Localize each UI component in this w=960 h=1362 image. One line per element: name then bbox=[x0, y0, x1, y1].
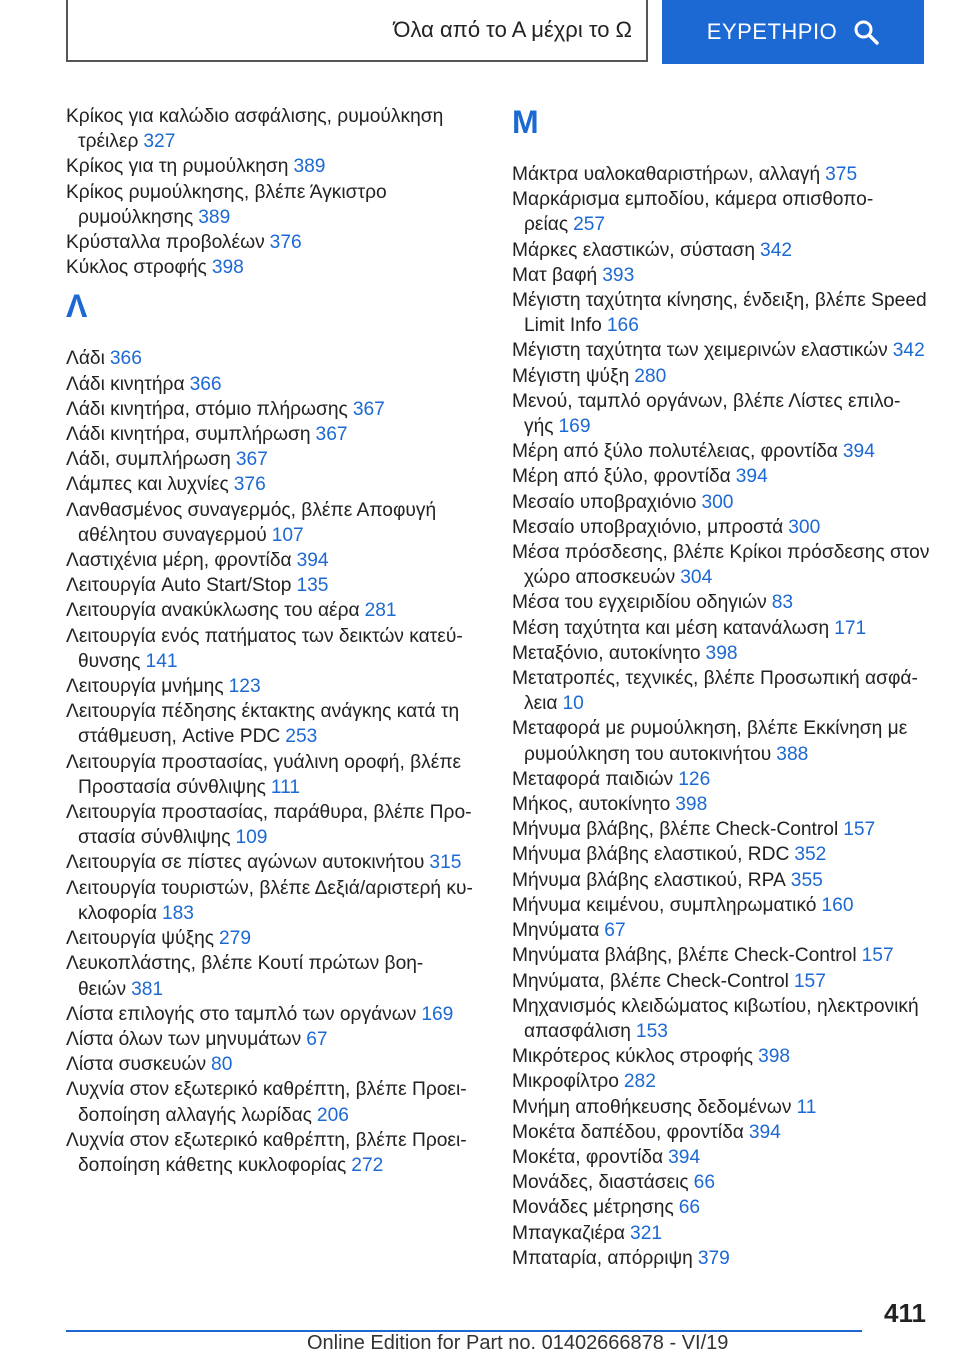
page-number: 411 bbox=[884, 1298, 926, 1328]
index-entry bbox=[512, 842, 932, 867]
page-reference-link[interactable]: 366 bbox=[109, 348, 142, 370]
index-entry-text: Μικρότερος κύκλος στροφής bbox=[512, 1046, 754, 1068]
index-entry-text: Λάδι, συμπλήρωση bbox=[66, 449, 231, 471]
index-entry-text: Λυχνία στον εξωτερικό καθρέπτη, βλέπε Προειδοποίηση κάθετης κυκλοφορίας bbox=[66, 1129, 467, 1176]
index-entry-text: Μέσα του εγχειριδίου οδηγιών bbox=[512, 592, 767, 614]
index-entry-text: Μαρκάρισμα εμποδίου, κάμερα οπισθοπορείας bbox=[512, 189, 874, 236]
index-entry bbox=[512, 893, 932, 918]
page-reference-link[interactable]: 279 bbox=[218, 928, 251, 950]
page-reference-link[interactable]: 398 bbox=[211, 257, 244, 279]
index-entry bbox=[512, 540, 932, 590]
index-entry bbox=[512, 616, 932, 641]
index-entry bbox=[512, 162, 932, 187]
page-reference-link[interactable]: 352 bbox=[794, 844, 827, 866]
index-entry bbox=[512, 943, 932, 968]
index-entry-text: Μήκος, αυτοκίνητο bbox=[512, 794, 671, 816]
index-entry-text: Κρίκος για καλώδιο ασφάλισης, ρυμούλκηση τρέιλερ bbox=[66, 106, 444, 153]
index-entry bbox=[66, 598, 478, 623]
index-entry-text: Λαστιχένια μέρη, φροντίδα bbox=[66, 550, 292, 572]
index-letter-heading: Λ bbox=[66, 288, 88, 325]
index-entry-text: Κύκλος στροφής bbox=[66, 257, 207, 279]
page-reference-link[interactable]: 66 bbox=[693, 1172, 716, 1194]
index-entry-text: Λάδι bbox=[66, 348, 105, 370]
page-reference-link[interactable]: 80 bbox=[211, 1054, 233, 1076]
index-entry-text: Λανθασμένος συναγερμός, βλέπε Αποφυγή αθέλητου συναγερμού bbox=[66, 499, 437, 546]
index-entry bbox=[512, 1095, 932, 1120]
page-reference-link[interactable]: 394 bbox=[296, 550, 329, 572]
page-reference-link[interactable]: 342 bbox=[760, 239, 793, 261]
page-reference-link[interactable]: 253 bbox=[285, 726, 318, 748]
index-entry-text: Μεσαίο υποβραχιόνιο, μπροστά bbox=[512, 516, 784, 538]
index-entry bbox=[512, 666, 932, 716]
index-entry-text: Λειτουργία ψύξης bbox=[66, 928, 214, 950]
page-reference-link[interactable]: 300 bbox=[788, 516, 821, 538]
index-entry bbox=[66, 1002, 478, 1027]
index-column-left bbox=[66, 104, 478, 1178]
page-reference-link[interactable]: 272 bbox=[351, 1154, 384, 1176]
index-entry-text: Λειτουργία σε πίστες αγώνων αυτοκινήτου bbox=[66, 852, 425, 874]
page-reference-link[interactable]: 171 bbox=[834, 617, 867, 639]
page-reference-link[interactable]: 153 bbox=[635, 1020, 668, 1042]
index-entry-text: Μέσα πρόσδεσης, βλέπε Κρίκοι πρόσδεσης στον χώρο αποσκευών bbox=[512, 542, 930, 589]
page-reference-link[interactable]: 11 bbox=[796, 1096, 817, 1118]
index-entry-text: Μέγιστη ψύξη bbox=[512, 365, 630, 387]
index-entry-text: Λίστα συσκευών bbox=[66, 1054, 207, 1076]
index-entry-text: Μηνύματα bbox=[512, 920, 600, 942]
page-reference-link[interactable]: 157 bbox=[861, 945, 894, 967]
index-entry-text: Λίστα όλων των μηνυμάτων bbox=[66, 1028, 302, 1050]
index-entry bbox=[66, 624, 478, 674]
page-reference-link[interactable]: 367 bbox=[315, 424, 348, 446]
index-entry bbox=[512, 187, 932, 237]
index-entry-text: Λειτουργία τουριστών, βλέπε Δεξιά/αριστερή κυκλοφορία bbox=[66, 877, 473, 924]
index-entry bbox=[512, 817, 932, 842]
page-reference-link[interactable]: 166 bbox=[606, 315, 639, 337]
index-entry-text: Μηχανισμός κλειδώματος κιβωτίου, ηλεκτρονική απασφάλιση bbox=[512, 995, 919, 1042]
page-reference-link[interactable]: 282 bbox=[623, 1071, 656, 1093]
page-reference-link[interactable]: 321 bbox=[630, 1222, 663, 1244]
index-entry bbox=[512, 464, 932, 489]
footer-edition: Online Edition for Part no. 01402666878 - VI/19 bbox=[307, 1332, 729, 1354]
index-entry-text: Μεταξόνιο, αυτοκίνητο bbox=[512, 642, 701, 664]
index-entry-text: Μήνυμα κειμένου, συμπληρωματικό bbox=[512, 894, 817, 916]
index-entry-text: Μοκέτα, φροντίδα bbox=[512, 1146, 664, 1168]
index-entry bbox=[512, 364, 932, 389]
index-entry bbox=[66, 255, 478, 280]
page-reference-link[interactable]: 66 bbox=[678, 1197, 701, 1219]
index-entry-text: Μάκτρα υαλοκαθαριστήρων, αλλαγή bbox=[512, 164, 821, 185]
index-entry-text: Κρύσταλλα προβολέων bbox=[66, 232, 265, 254]
tab-index-label: ΕΥΡΕΤΗΡΙΟ bbox=[706, 19, 838, 44]
index-entry-text: Μονάδες μέτρησης bbox=[512, 1197, 674, 1219]
index-entry bbox=[66, 876, 478, 926]
page-reference-link[interactable]: 394 bbox=[842, 441, 875, 463]
index-entry bbox=[66, 699, 478, 749]
index-entry bbox=[512, 1069, 932, 1094]
index-entry bbox=[66, 750, 478, 800]
index-entry bbox=[66, 1128, 478, 1178]
index-entry-text: Μηνύματα βλάβης, βλέπε Check-Control bbox=[512, 945, 857, 967]
index-entry bbox=[512, 716, 932, 766]
index-entry-text: Μπαγκαζιέρα bbox=[512, 1222, 626, 1244]
index-entry-text: Μεταφορά παιδιών bbox=[512, 768, 674, 790]
page-reference-link[interactable]: 157 bbox=[843, 819, 876, 841]
index-entry-text: Λειτουργία ενός πατήματος των δεικτών κατεύθυνσης bbox=[66, 625, 463, 672]
index-entry bbox=[512, 868, 932, 893]
index-entry-text: Μεταφορά με ρυμούλκηση, βλέπε Εκκίνηση με ρυμούλκηση του αυτοκινήτου bbox=[512, 718, 908, 765]
index-entry bbox=[66, 548, 478, 573]
index-entry bbox=[66, 1027, 478, 1052]
index-entry-text: Λάμπες και λυχνίες bbox=[66, 474, 229, 496]
index-entry-text: Μέση ταχύτητα και μέση κατανάλωση bbox=[512, 617, 830, 639]
page-reference-link[interactable]: 398 bbox=[675, 794, 708, 816]
page-reference-link[interactable]: 126 bbox=[678, 768, 711, 790]
page-reference-link[interactable]: 109 bbox=[235, 827, 268, 849]
page-reference-link[interactable]: 388 bbox=[776, 743, 809, 765]
page-reference-link[interactable]: 304 bbox=[680, 567, 713, 589]
index-entry bbox=[66, 397, 478, 422]
index-entry bbox=[66, 674, 478, 699]
index-entry-text: Μονάδες, διαστάσεις bbox=[512, 1172, 689, 1194]
index-entry bbox=[66, 498, 478, 548]
index-entry bbox=[512, 439, 932, 464]
page-reference-link[interactable]: 389 bbox=[293, 156, 326, 178]
index-entry-text: Μήνυμα βλάβης ελαστικού, RDC bbox=[512, 844, 790, 866]
header bbox=[66, 0, 924, 64]
index-entry-text: Κρίκος για τη ρυμούλκηση bbox=[66, 156, 289, 178]
page-reference-link[interactable]: 107 bbox=[271, 524, 304, 546]
page-reference-link[interactable]: 398 bbox=[705, 642, 738, 664]
index-entry bbox=[512, 1145, 932, 1170]
index-entry bbox=[512, 1221, 932, 1246]
page-reference-link[interactable]: 10 bbox=[562, 693, 584, 715]
index-entry bbox=[512, 1170, 932, 1195]
index-entry-text: Λειτουργία πέδησης έκτακτης ανάγκης κατά τη στάθμευση, Active PDC bbox=[66, 701, 460, 748]
index-entry bbox=[66, 104, 478, 154]
page-reference-link[interactable]: 206 bbox=[316, 1104, 349, 1126]
index-entry-text: Κρίκος ρυμούλκησης, βλέπε Άγκιστρο ρυμούλκησης bbox=[66, 181, 387, 228]
index-entry-text: Λειτουργία Auto Start/Stop bbox=[66, 575, 292, 597]
index-entry bbox=[66, 926, 478, 951]
index-entry-text: Μπαταρία, απόρριψη bbox=[512, 1247, 693, 1269]
index-entry-text: Λειτουργία προστασίας, παράθυρα, βλέπε Προστασία σύνθλιψης bbox=[66, 802, 472, 849]
index-entry-text: Μενού, ταμπλό οργάνων, βλέπε Λίστες επιλογής bbox=[512, 390, 901, 438]
page-reference-link[interactable]: 280 bbox=[634, 365, 667, 387]
page-reference-link[interactable]: 160 bbox=[821, 894, 854, 916]
index-entry bbox=[512, 1195, 932, 1220]
tab-index[interactable] bbox=[662, 0, 924, 64]
index-entry-text: Ματ βαφή bbox=[512, 264, 598, 286]
page-reference-link[interactable]: 379 bbox=[697, 1247, 730, 1269]
page-reference-link[interactable]: 366 bbox=[189, 373, 222, 395]
page-reference-link[interactable]: 398 bbox=[758, 1046, 791, 1068]
index-entry bbox=[66, 1052, 478, 1077]
index-entry bbox=[512, 590, 932, 615]
page-reference-link[interactable]: 327 bbox=[143, 131, 176, 153]
index-entry bbox=[512, 263, 932, 288]
page-reference-link[interactable]: 141 bbox=[145, 650, 178, 672]
index-entry-text: Μέγιστη ταχύτητα των χειμερινών ελαστικών bbox=[512, 340, 888, 362]
page-reference-link[interactable]: 376 bbox=[233, 474, 266, 496]
index-entry-text: Λευκοπλάστης, βλέπε Κουτί πρώτων βοηθειών bbox=[66, 953, 424, 1000]
index-entry bbox=[512, 767, 932, 792]
page-reference-link[interactable]: 394 bbox=[748, 1121, 781, 1143]
index-entry bbox=[512, 338, 932, 363]
page-reference-link[interactable]: 123 bbox=[228, 676, 261, 698]
page-reference-link[interactable]: 281 bbox=[364, 600, 397, 622]
index-letter-heading: Μ bbox=[512, 104, 539, 140]
index-entry bbox=[66, 951, 478, 1001]
index-entry-text: Μεσαίο υποβραχιόνιο bbox=[512, 491, 697, 513]
page-reference-link[interactable]: 83 bbox=[771, 592, 794, 614]
search-icon[interactable] bbox=[853, 19, 879, 45]
index-entry bbox=[512, 918, 932, 943]
page-reference-link[interactable]: 381 bbox=[131, 978, 164, 1000]
page-reference-link[interactable]: 183 bbox=[161, 902, 194, 924]
index-column-right bbox=[512, 104, 932, 1271]
index-entry-text: Λάδι κινητήρα, στόμιο πλήρωσης bbox=[66, 398, 348, 420]
index-entry bbox=[512, 490, 932, 515]
page-reference-link[interactable]: 376 bbox=[269, 232, 302, 254]
page-reference-link[interactable]: 67 bbox=[306, 1028, 328, 1050]
page-reference-link[interactable]: 394 bbox=[735, 466, 768, 488]
index-entry bbox=[66, 180, 478, 230]
index-entry-text: Μήνυμα βλάβης ελαστικού, RPA bbox=[512, 869, 786, 891]
index-entry bbox=[66, 800, 478, 850]
page-reference-link[interactable]: 169 bbox=[421, 1003, 454, 1025]
index-entry-text: Λυχνία στον εξωτερικό καθρέπτη, βλέπε Προειδοποίηση αλλαγής λωρίδας bbox=[66, 1079, 467, 1126]
index-entry-text: Λίστα επιλογής στο ταμπλό των οργάνων bbox=[66, 1003, 417, 1025]
index-entry bbox=[512, 641, 932, 666]
page-reference-link[interactable]: 257 bbox=[573, 214, 606, 236]
index-entry bbox=[66, 230, 478, 255]
index-entry bbox=[512, 389, 932, 439]
index-entry-text: Λάδι κινητήρα, συμπλήρωση bbox=[66, 424, 311, 446]
index-entry-text: Μετατροπές, τεχνικές, βλέπε Προσωπική ασφάλεια bbox=[512, 668, 918, 715]
page-reference-link[interactable]: 389 bbox=[198, 206, 231, 228]
index-entry-text: Μνήμη αποθήκευσης δεδομένων bbox=[512, 1096, 792, 1118]
index-entry-text: Μηνύματα, βλέπε Check-Control bbox=[512, 970, 789, 992]
index-entry bbox=[512, 1246, 932, 1271]
index-entry bbox=[512, 969, 932, 994]
index-entry-text: Λειτουργία προστασίας, γυάλινη οροφή, βλέπε Προστασία σύνθλιψης bbox=[66, 751, 462, 798]
page-reference-link[interactable]: 67 bbox=[604, 920, 626, 942]
index-entry bbox=[512, 1120, 932, 1145]
index-entry-text: Μέγιστη ταχύτητα κίνησης, ένδειξη, βλέπε Speed Limit Info bbox=[512, 290, 927, 337]
index-entry bbox=[66, 1077, 478, 1127]
index-entry-text: Λειτουργία μνήμης bbox=[66, 676, 224, 698]
index-entry bbox=[66, 372, 478, 397]
page-reference-link[interactable]: 111 bbox=[270, 776, 301, 798]
tab-a-to-z-label: Όλα από το Α μέχρι το Ω bbox=[393, 17, 632, 42]
index-entry-text: Λειτουργία ανακύκλωσης του αέρα bbox=[66, 600, 360, 622]
index-entry bbox=[66, 850, 478, 875]
index-entry bbox=[66, 472, 478, 497]
page-reference-link[interactable]: 394 bbox=[668, 1146, 701, 1168]
index-entry bbox=[512, 994, 932, 1044]
index-entry-text: Μήνυμα βλάβης, βλέπε Check-Control bbox=[512, 819, 839, 841]
index-entry bbox=[66, 447, 478, 472]
index-entry bbox=[66, 422, 478, 447]
page-reference-link[interactable]: 375 bbox=[825, 164, 858, 185]
page-reference-link[interactable]: 367 bbox=[235, 449, 268, 471]
page-reference-link[interactable]: 393 bbox=[602, 264, 635, 286]
index-entry-text: Μέρη από ξύλο, φροντίδα bbox=[512, 466, 731, 488]
page-reference-link[interactable]: 315 bbox=[429, 852, 462, 874]
page-reference-link[interactable]: 135 bbox=[296, 575, 329, 597]
index-entry-text: Μικροφίλτρο bbox=[512, 1071, 619, 1093]
page-reference-link[interactable]: 169 bbox=[558, 416, 591, 438]
index-entry bbox=[66, 154, 478, 179]
page-reference-link[interactable]: 157 bbox=[793, 970, 826, 992]
index-entry bbox=[512, 792, 932, 817]
index-entry bbox=[512, 515, 932, 540]
index-entry-text: Μάρκες ελαστικών, σύσταση bbox=[512, 239, 756, 261]
page-reference-link[interactable]: 367 bbox=[352, 398, 385, 420]
index-entry bbox=[66, 346, 478, 371]
page-reference-link[interactable]: 355 bbox=[790, 869, 823, 891]
tab-a-to-z[interactable] bbox=[66, 0, 648, 62]
page-reference-link[interactable]: 300 bbox=[701, 491, 734, 513]
index-entry bbox=[512, 238, 932, 263]
page-reference-link[interactable]: 342 bbox=[892, 340, 925, 362]
index-entry bbox=[512, 288, 932, 338]
index-entry bbox=[66, 573, 478, 598]
index-entry-text: Μοκέτα δαπέδου, φροντίδα bbox=[512, 1121, 744, 1143]
index-entry-text: Μέρη από ξύλο πολυτέλειας, φροντίδα bbox=[512, 441, 838, 463]
index-entry bbox=[512, 1044, 932, 1069]
index-entry-text: Λάδι κινητήρα bbox=[66, 373, 185, 395]
